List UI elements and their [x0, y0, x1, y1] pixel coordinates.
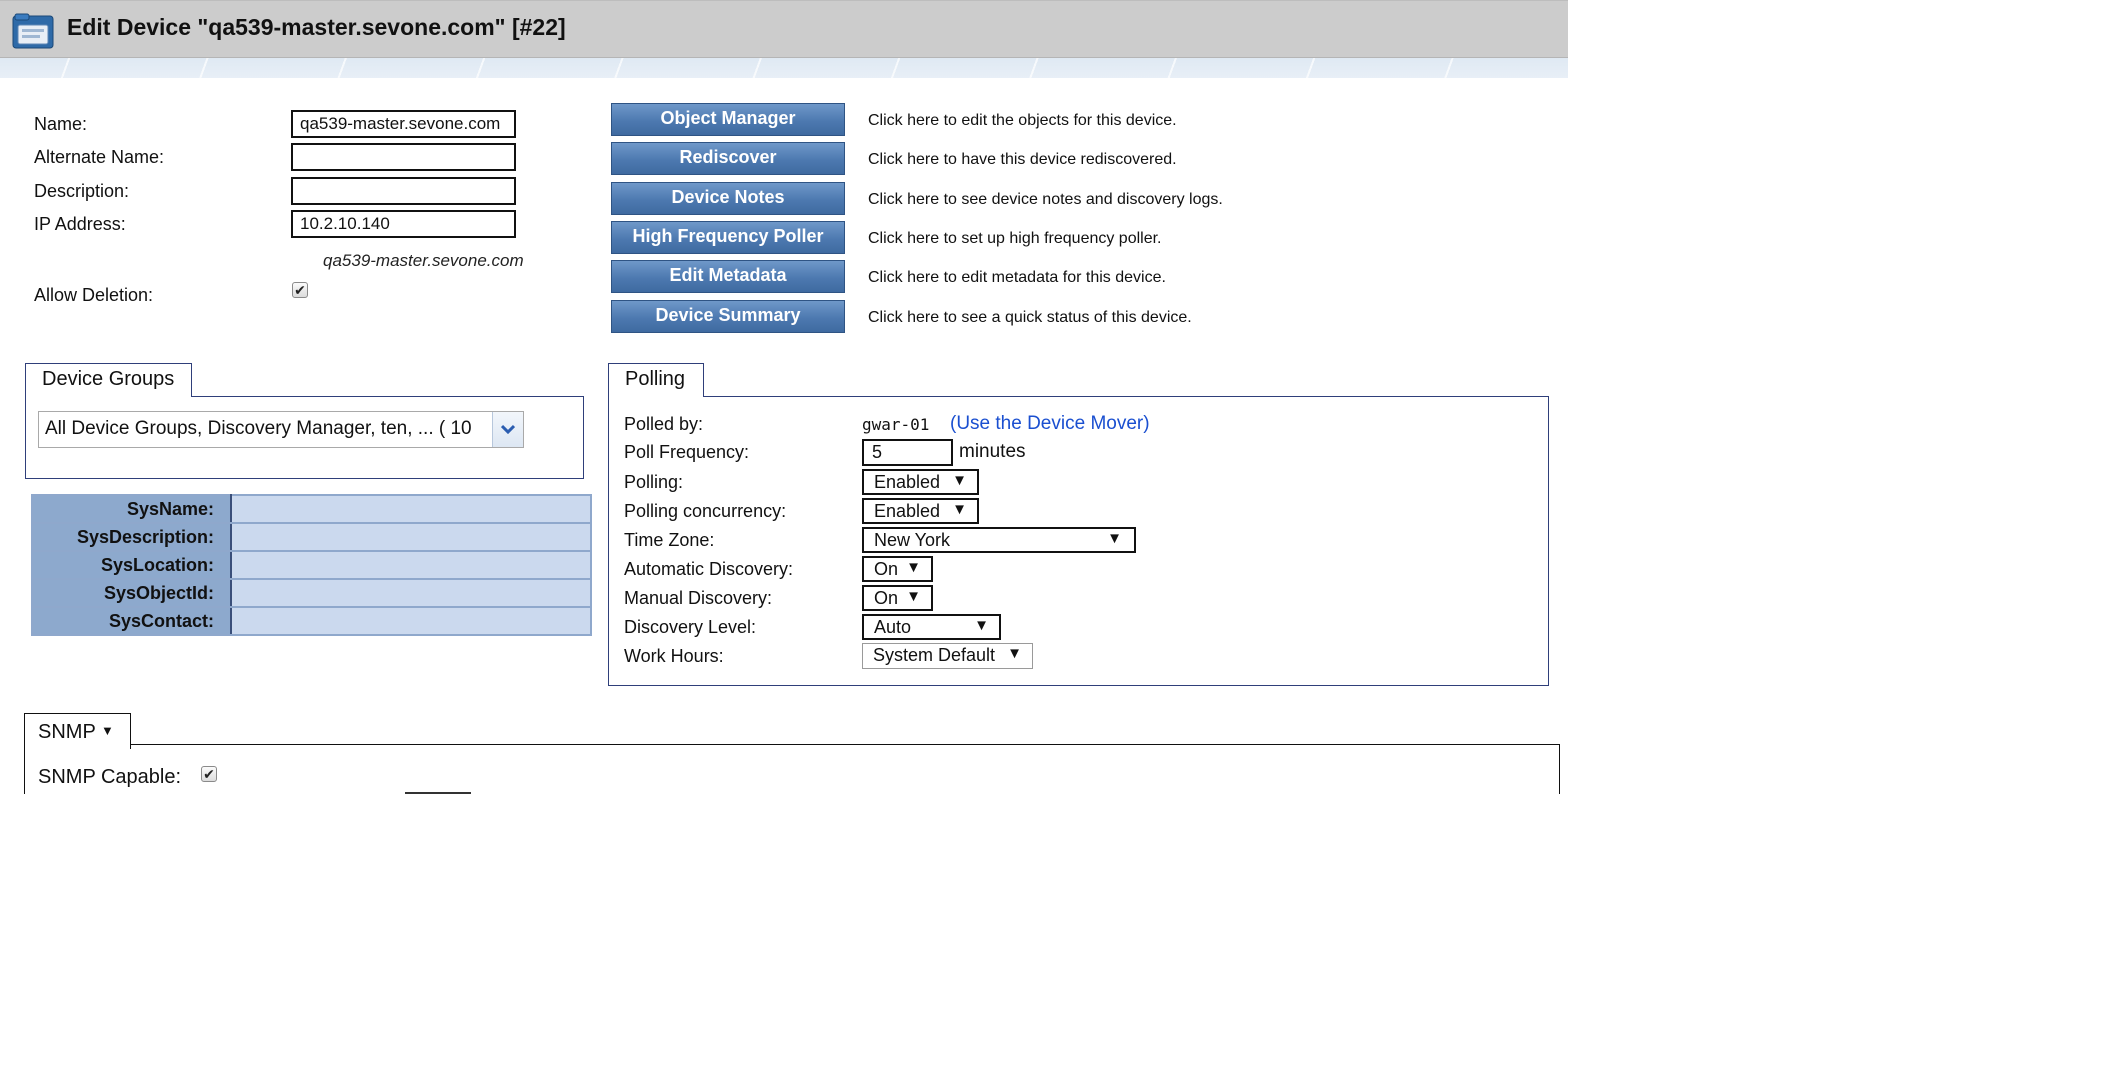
table-row — [32, 551, 591, 579]
discovery-level-select[interactable] — [862, 614, 1001, 640]
dropdown-arrow-icon: ▼ — [952, 472, 967, 489]
snmp-panel-border — [130, 744, 1560, 745]
description-field[interactable] — [291, 177, 516, 205]
polled-by-value: gwar-01 — [862, 415, 930, 434]
rediscover-desc: Click here to have this device rediscovered. — [868, 151, 1177, 168]
sysdescription-label: SysDescription: — [32, 523, 231, 551]
polling-select-value: Enabled — [874, 472, 941, 492]
manual-discovery-value: On — [874, 588, 899, 608]
poll-frequency-field[interactable]: 5 — [862, 439, 953, 466]
device-mover-link[interactable]: (Use the Device Mover) — [950, 413, 1150, 434]
snmp-capable-checkbox[interactable]: ✔ — [201, 766, 217, 782]
dropdown-arrow-icon: ▼ — [906, 588, 921, 605]
tab-polling[interactable]: Polling — [608, 363, 704, 397]
title-bar — [0, 0, 1568, 58]
discovery-level-label: Discovery Level: — [624, 617, 757, 637]
work-hours-select[interactable] — [862, 643, 1033, 669]
object-manager-desc: Click here to edit the objects for this device. — [868, 112, 1177, 129]
snmp-capable-label: SNMP Capable: — [38, 766, 182, 788]
name-label: Name: — [34, 114, 88, 134]
allow-deletion-checkbox[interactable]: ✔ — [292, 282, 308, 298]
header-decoration — [0, 58, 1568, 78]
table-row — [32, 579, 591, 607]
work-hours-value: System Default — [873, 645, 996, 665]
poll-frequency-unit: minutes — [959, 441, 1026, 462]
time-zone-value: New York — [874, 530, 951, 550]
page-title: Edit Device "qa539-master.sevone.com" [#22] — [67, 14, 566, 40]
alternate-name-label: Alternate Name: — [34, 147, 165, 167]
table-row — [32, 607, 591, 635]
time-zone-select[interactable] — [862, 527, 1136, 553]
sysname-value — [231, 495, 591, 523]
rediscover-button[interactable]: Rediscover — [611, 142, 845, 175]
manual-discovery-select[interactable] — [862, 585, 933, 611]
automatic-discovery-value: On — [874, 559, 899, 579]
automatic-discovery-select[interactable] — [862, 556, 933, 582]
allow-deletion-label: Allow Deletion: — [34, 285, 154, 305]
table-row — [32, 523, 591, 551]
high-frequency-poller-desc: Click here to set up high frequency poller. — [868, 230, 1162, 247]
chevron-down-icon[interactable] — [492, 412, 523, 447]
dropdown-arrow-icon: ▼ — [974, 617, 989, 634]
edit-metadata-button[interactable]: Edit Metadata — [611, 260, 845, 293]
syslocation-value — [231, 551, 591, 579]
syscontact-value — [231, 607, 591, 635]
edit-metadata-desc: Click here to edit metadata for this device. — [868, 269, 1166, 286]
ip-address-field[interactable]: 10.2.10.140 — [291, 210, 516, 238]
device-summary-desc: Click here to see a quick status of this device. — [868, 309, 1192, 326]
alternate-name-field[interactable] — [291, 143, 516, 171]
dropdown-arrow-icon: ▼ — [1107, 530, 1122, 547]
table-row — [32, 495, 591, 523]
resolved-hostname: qa539-master.sevone.com — [323, 251, 524, 270]
sysdescription-value — [231, 523, 591, 551]
polling-label: Polling: — [624, 472, 684, 492]
device-groups-selected-text: All Device Groups, Discovery Manager, ten, ... ( 10 — [45, 418, 472, 439]
device-notes-desc: Click here to see device notes and discovery logs. — [868, 191, 1223, 208]
polling-concurrency-label: Polling concurrency: — [624, 501, 787, 521]
sysobjectid-value — [231, 579, 591, 607]
snmp-field-edge — [405, 792, 471, 794]
tab-snmp[interactable] — [24, 713, 131, 749]
dropdown-arrow-icon: ▼ — [100, 723, 114, 738]
device-groups-select[interactable] — [38, 411, 524, 448]
high-frequency-poller-button[interactable]: High Frequency Poller — [611, 221, 845, 254]
snmp-panel-border — [24, 748, 25, 794]
discovery-level-value: Auto — [874, 617, 912, 637]
syscontact-label: SysContact: — [32, 607, 231, 635]
polling-concurrency-select[interactable] — [862, 498, 979, 524]
object-manager-button[interactable]: Object Manager — [611, 103, 845, 136]
dropdown-arrow-icon: ▼ — [1007, 645, 1022, 662]
device-summary-button[interactable]: Device Summary — [611, 300, 845, 333]
name-field[interactable]: qa539-master.sevone.com — [291, 110, 516, 138]
work-hours-label: Work Hours: — [624, 646, 724, 666]
automatic-discovery-label: Automatic Discovery: — [624, 559, 794, 579]
manual-discovery-label: Manual Discovery: — [624, 588, 773, 608]
description-label: Description: — [34, 181, 130, 201]
snmp-tab-label: SNMP — [38, 721, 96, 743]
sysname-label: SysName: — [32, 495, 231, 523]
time-zone-label: Time Zone: — [624, 530, 715, 550]
snmp-panel-border — [1559, 744, 1560, 794]
polled-by-label: Polled by: — [624, 414, 704, 434]
folder-icon — [12, 13, 54, 49]
tab-device-groups[interactable]: Device Groups — [25, 363, 192, 397]
poll-frequency-label: Poll Frequency: — [624, 442, 750, 462]
dropdown-arrow-icon: ▼ — [906, 559, 921, 576]
sys-info-table — [31, 494, 592, 636]
dropdown-arrow-icon: ▼ — [952, 501, 967, 518]
ip-address-label: IP Address: — [34, 214, 126, 234]
device-notes-button[interactable]: Device Notes — [611, 182, 845, 215]
syslocation-label: SysLocation: — [32, 551, 231, 579]
polling-select[interactable] — [862, 469, 979, 495]
polling-concurrency-value: Enabled — [874, 501, 941, 521]
sysobjectid-label: SysObjectId: — [32, 579, 231, 607]
